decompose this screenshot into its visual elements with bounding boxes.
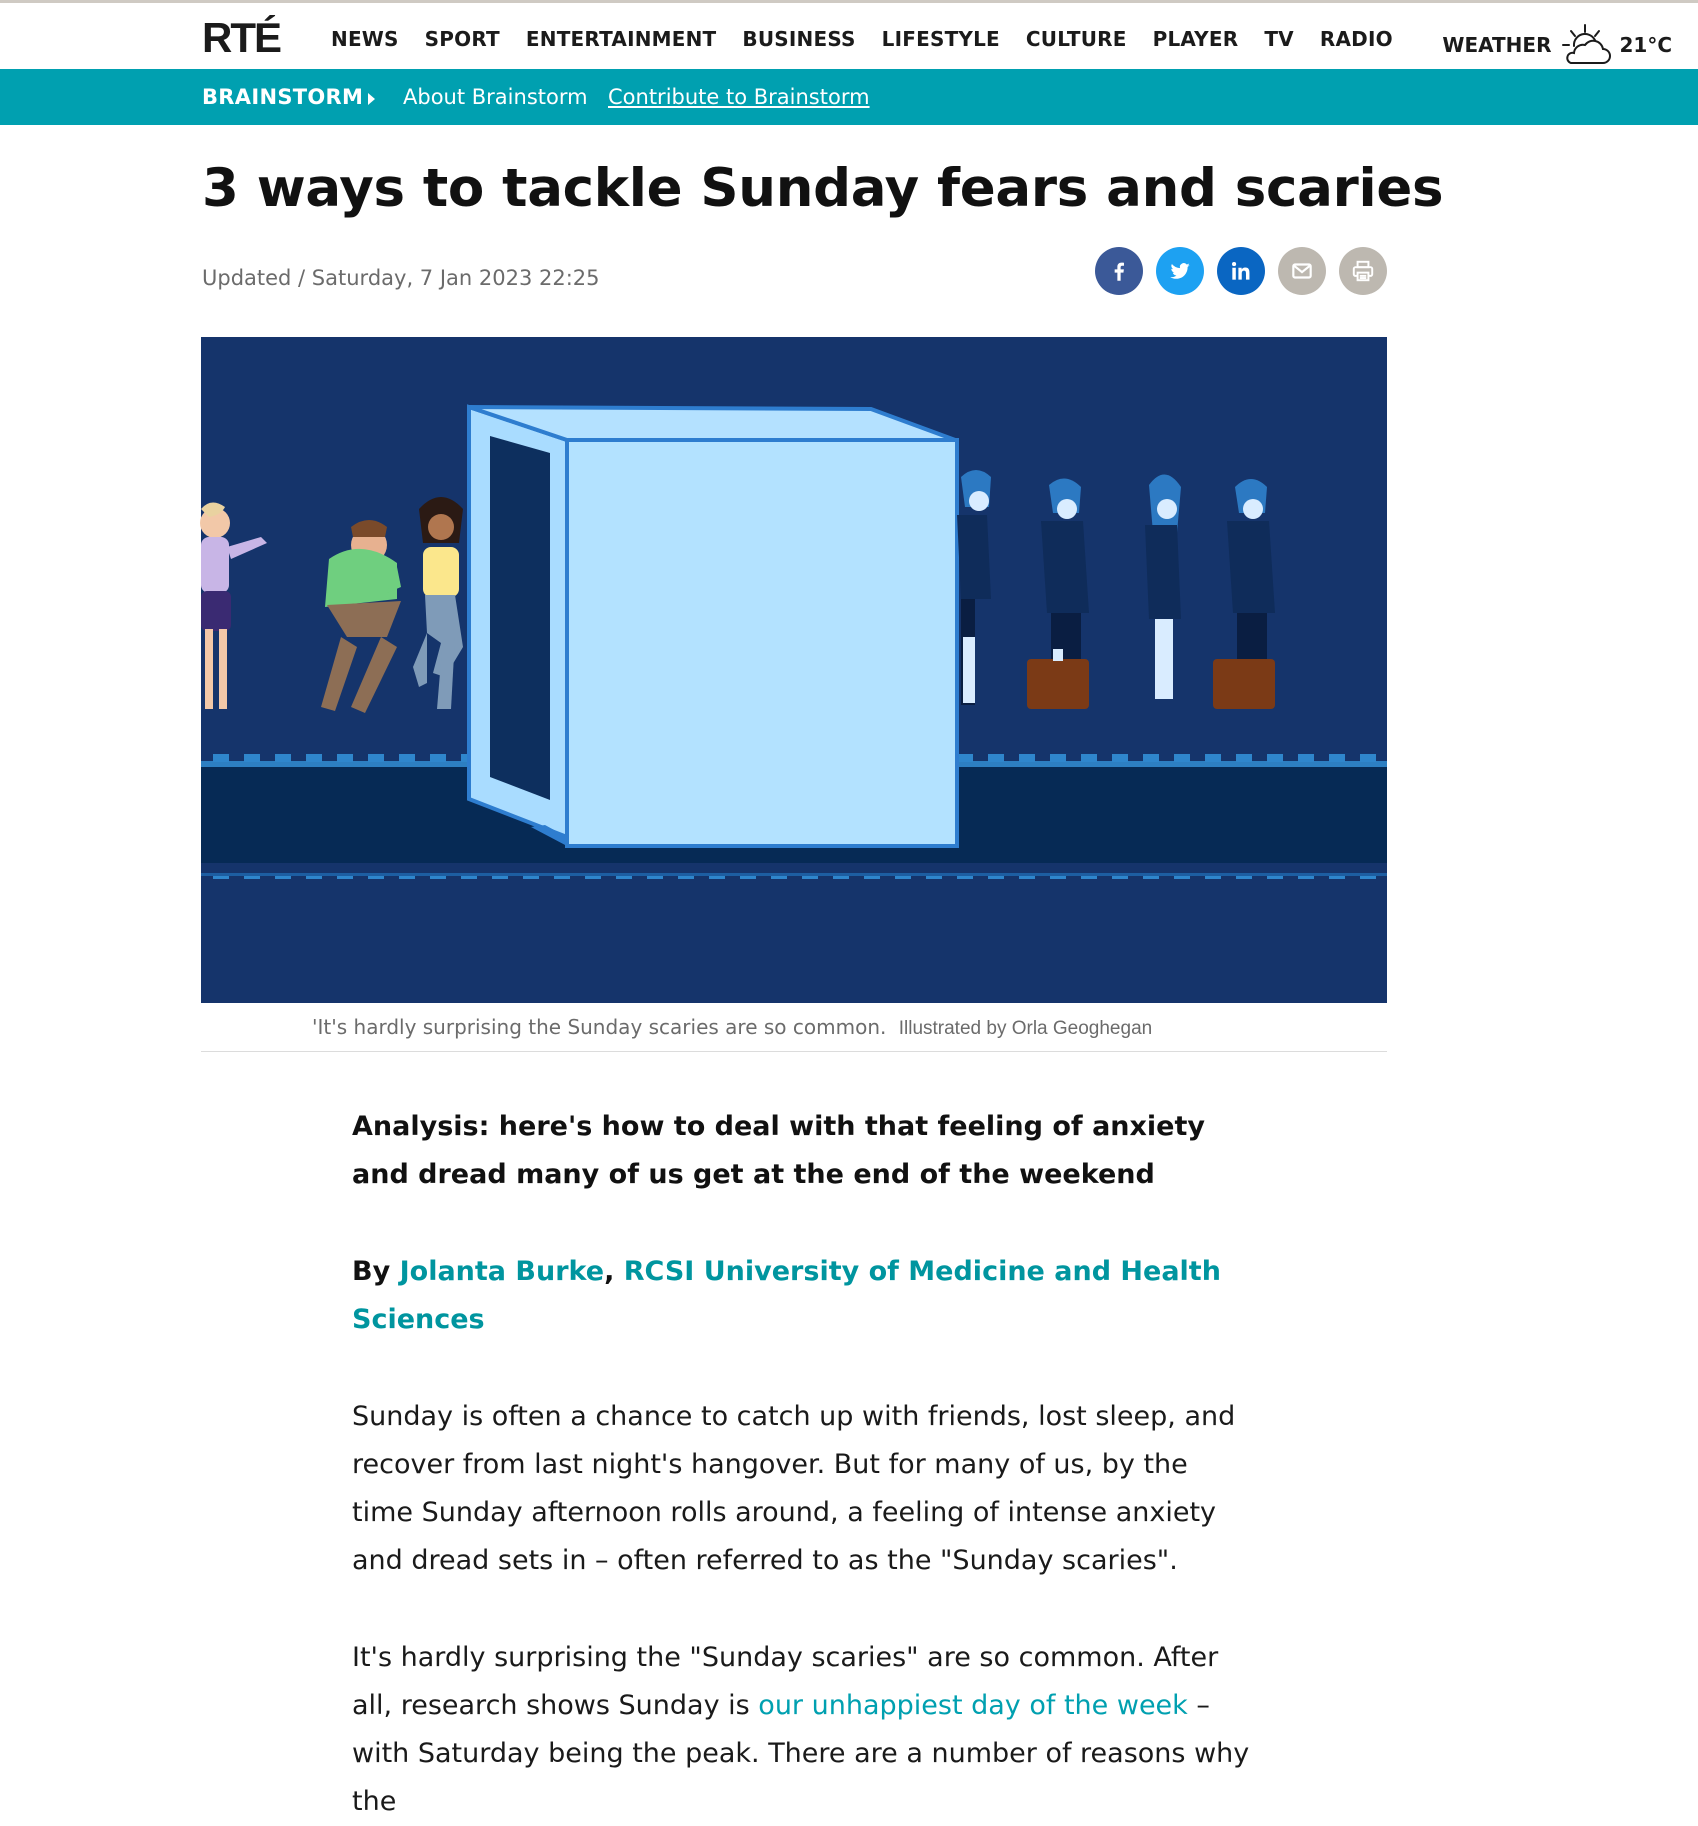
belt-tread: [1050, 754, 1066, 762]
nav-tv[interactable]: TV: [1264, 27, 1294, 51]
weather-label: WEATHER: [1442, 33, 1552, 57]
unhappiest-day-link[interactable]: our unhappiest day of the week: [758, 1690, 1188, 1721]
facebook-share-button[interactable]: [1095, 247, 1143, 295]
print-button[interactable]: [1339, 247, 1387, 295]
belt-tread: [1081, 754, 1097, 762]
byline-separator: ,: [604, 1256, 615, 1287]
belt-tread: [368, 754, 384, 762]
print-icon: [1350, 258, 1376, 284]
hero-illustration: [201, 337, 1387, 1003]
rte-logo[interactable]: RTÉ: [202, 14, 280, 61]
about-brainstorm-link[interactable]: About Brainstorm: [403, 85, 588, 109]
para2-text-a: It's hardly surprising the "Sunday scaries" are so common. After all, research shows Sunday is: [352, 1642, 1219, 1721]
caption-text: 'It's hardly surprising the Sunday scaries are so common.: [312, 1015, 887, 1039]
belt-tread: [1205, 754, 1221, 762]
byline-prefix: By: [352, 1256, 391, 1287]
belt-tread: [988, 754, 1004, 762]
belt-tread: [1267, 754, 1283, 762]
updated-timestamp: Updated / Saturday, 7 Jan 2023 22:25: [202, 266, 600, 290]
belt-tread: [275, 754, 291, 762]
belt-tread: [957, 754, 973, 762]
belt-tread: [1112, 754, 1128, 762]
nav-player[interactable]: PLAYER: [1152, 27, 1239, 51]
para2-text-b: – with Saturday being the peak. There are a number of reasons why the: [352, 1690, 1250, 1817]
belt-tread: [1019, 754, 1035, 762]
nav-lifestyle[interactable]: LIFESTYLE: [881, 27, 1000, 51]
belt-tread: [430, 754, 446, 762]
main-nav: [331, 27, 1419, 51]
nav-sport[interactable]: SPORT: [424, 27, 500, 51]
belt-tread: [213, 754, 229, 762]
belt-tread: [244, 754, 260, 762]
twitter-share-button[interactable]: [1156, 247, 1204, 295]
caret-right-icon: [368, 93, 375, 105]
caption-divider: [201, 1051, 1387, 1052]
nav-radio[interactable]: RADIO: [1319, 27, 1393, 51]
linkedin-share-button[interactable]: [1217, 247, 1265, 295]
twitter-icon: [1167, 258, 1193, 284]
caption-credit: Illustrated by Orla Geoghegan: [898, 1018, 1153, 1039]
belt-tread: [1143, 754, 1159, 762]
weather-temperature: 21°C: [1619, 33, 1672, 57]
institution-link[interactable]: RCSI University of Medicine and Health Sciences: [352, 1256, 1221, 1335]
body-paragraph-2: [352, 1634, 1252, 1826]
article-standfirst: Analysis: here's how to deal with that feeling of anxiety and dread many of us get at the end of the weekend: [352, 1111, 1206, 1190]
email-share-button[interactable]: [1278, 247, 1326, 295]
nav-entertainment[interactable]: ENTERTAINMENT: [525, 27, 717, 51]
image-caption: [312, 1015, 1152, 1040]
body-paragraph-1: Sunday is often a chance to catch up with friends, lost sleep, and recover from last night's hangover. But for many of us, by the time Sunday afternoon rolls around, a feeling of intense anxiety and dread sets in – often referred to as the "Sunday scaries".: [352, 1401, 1236, 1576]
facebook-icon: [1106, 258, 1132, 284]
belt-tread: [337, 754, 353, 762]
top-navigation: [0, 0, 1698, 69]
belt-tread: [1329, 754, 1345, 762]
weather-widget[interactable]: [1442, 23, 1672, 67]
nav-culture[interactable]: CULTURE: [1025, 27, 1127, 51]
nav-business[interactable]: BUSINESS: [742, 27, 856, 51]
contribute-link[interactable]: Contribute to Brainstorm: [608, 85, 870, 109]
byline: [352, 1248, 1252, 1344]
belt-tread: [1360, 754, 1376, 762]
belt-tread: [1174, 754, 1190, 762]
article-title: 3 ways to tackle Sunday fears and scaries: [202, 158, 1444, 219]
brainstorm-subnav: [0, 69, 1698, 125]
share-buttons: [1095, 247, 1387, 295]
belt-tread: [1236, 754, 1252, 762]
article-body: [352, 1103, 1252, 1826]
partly-cloudy-icon: [1559, 23, 1611, 67]
belt-tread: [306, 754, 322, 762]
linkedin-icon: [1228, 258, 1254, 284]
belt-tread: [399, 754, 415, 762]
nav-news[interactable]: NEWS: [331, 27, 399, 51]
brainstorm-link[interactable]: BRAINSTORM: [202, 85, 364, 109]
author-link[interactable]: Jolanta Burke: [399, 1256, 605, 1287]
belt-tread: [1298, 754, 1314, 762]
email-icon: [1289, 258, 1315, 284]
